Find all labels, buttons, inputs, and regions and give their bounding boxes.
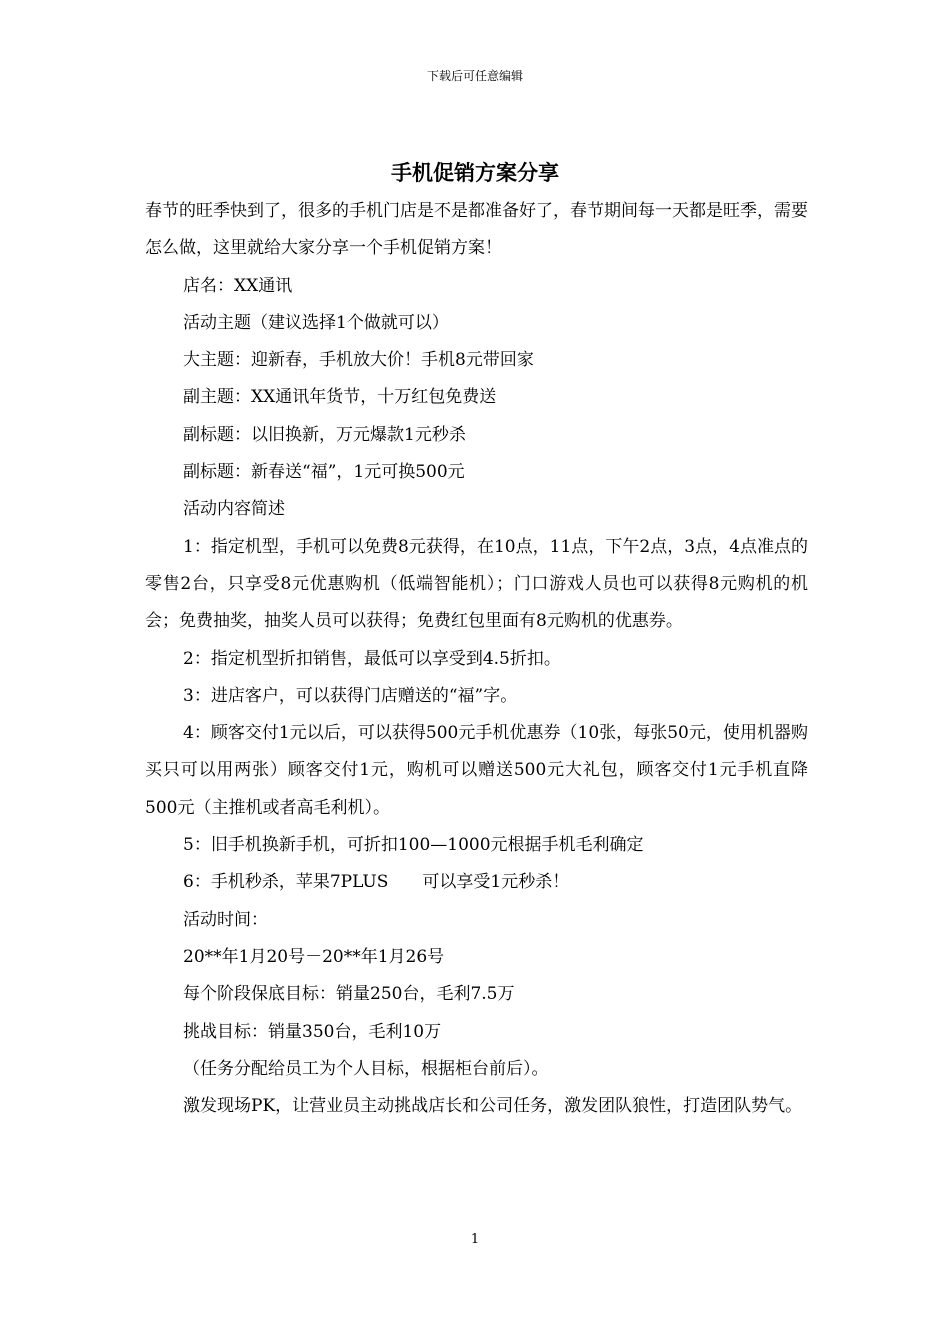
header-note: 下载后可任意编辑: [426, 69, 523, 83]
document-body: [145, 193, 808, 1125]
subtitle-2: 副标题：新春送“福”，1元可换500元: [183, 462, 465, 483]
task-note: （任务分配给员工为个人目标，根据柜台前后）。: [183, 1058, 549, 1079]
content-item-5: 5：旧手机换新手机，可折扣100—1000元根据手机毛利确定: [183, 835, 644, 856]
sub-theme: 副主题：XX通讯年货节，十万红包免费送: [183, 387, 497, 408]
subtitle-1: 副标题：以旧换新，万元爆款1元秒杀: [183, 424, 466, 445]
document-title: 手机促销方案分享: [391, 161, 559, 185]
intro-paragraph: 春节的旺季快到了，很多的手机门店是不是都准备好了，春节期间每一天都是旺季，需要怎么做，这里就给大家分享一个手机促销方案！: [145, 201, 808, 259]
content-item-1: 1：指定机型，手机可以免费8元获得，在10点，11点，下午2点，3点，4点准点的零售2台，只享受8元优惠购机（低端智能机）；门口游戏人员也可以获得8元购机的机会；免费抽奖，抽奖人员可以获得；免费红包里面有8元购机的优惠券。: [145, 536, 808, 632]
content-item-4: 4：顾客交付1元以后，可以获得500元手机优惠券（10张，每张50元，使用机器购买只可以用两张）顾客交付1元，购机可以赠送500元大礼包，顾客交付1元手机直降500元（主推机或者高毛利机）。: [145, 723, 808, 818]
pk-paragraph: 激发现场PK，让营业员主动挑战店长和公司任务，激发团队狼性，打造团队势气。: [183, 1096, 803, 1117]
content-item-3: 3：进店客户，可以获得门店赠送的“福”字。: [183, 685, 518, 706]
time-range: 20**年1月20号－20**年1月26号: [183, 946, 445, 967]
challenge-target: 挑战目标：销量350台，毛利10万: [183, 1021, 442, 1042]
time-heading: 活动时间：: [183, 909, 268, 930]
store-name: 店名：XX通讯: [183, 275, 293, 296]
content-heading: 活动内容简述: [183, 499, 285, 520]
content-item-6: 6：手机秒杀，苹果7PLUS 可以享受1元秒杀！: [183, 872, 570, 893]
content-item-2: 2：指定机型折扣销售，最低可以享受到4.5折扣。: [183, 648, 561, 669]
main-theme: 大主题：迎新春，手机放大价！手机8元带回家: [183, 350, 534, 371]
theme-heading: 活动主题（建议选择1个做就可以）: [183, 312, 449, 333]
page-number: 1: [470, 1232, 480, 1247]
base-target: 每个阶段保底目标：销量250台，毛利7.5万: [183, 984, 515, 1005]
